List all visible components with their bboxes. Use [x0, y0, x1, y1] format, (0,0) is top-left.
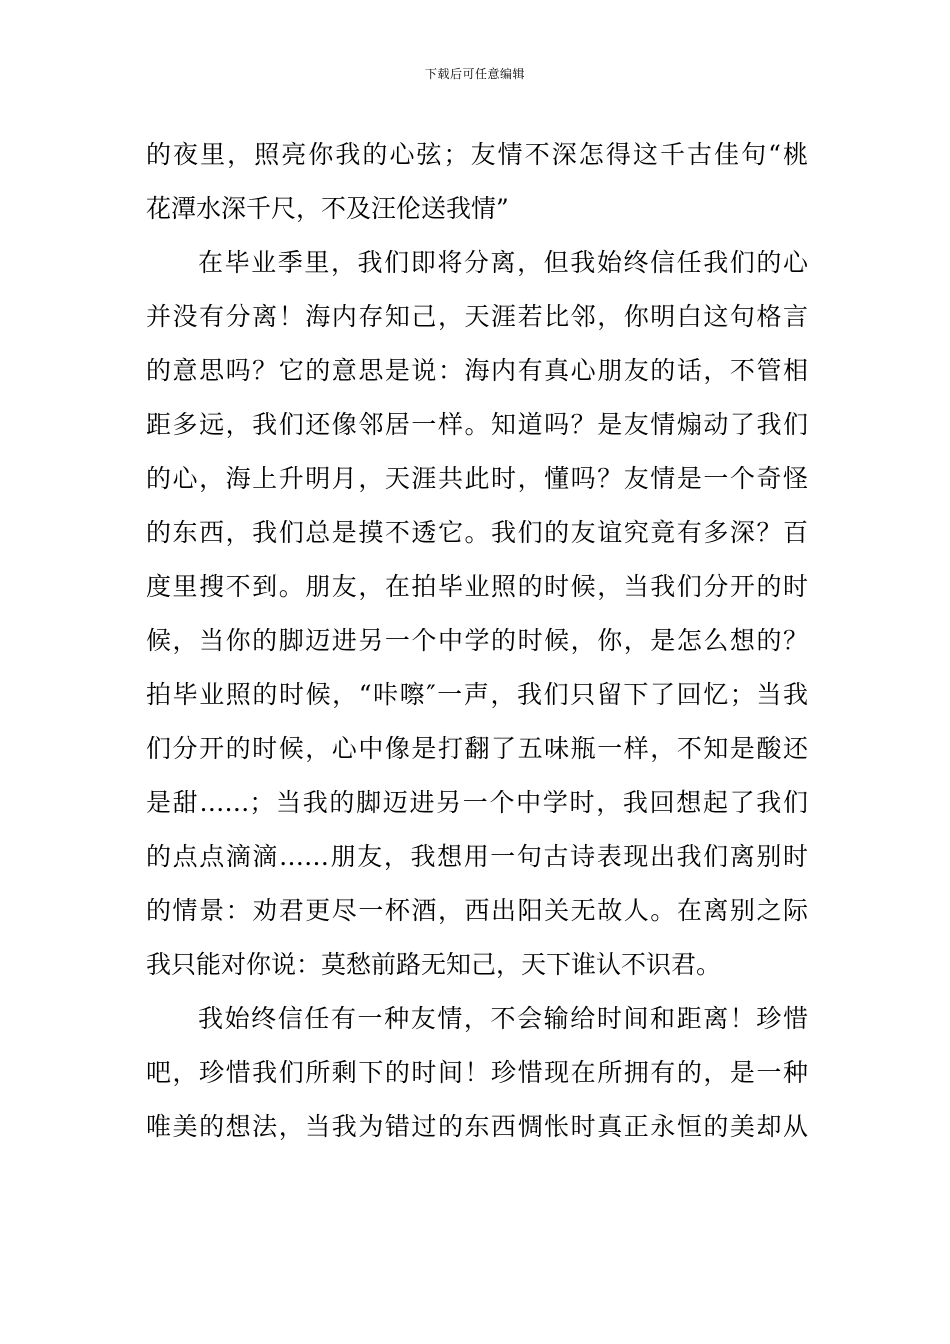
text-line: 的东西，我们总是摸不透它。我们的友谊究竟有多深？百	[146, 518, 808, 547]
document-body	[146, 128, 808, 1154]
text-line: 花潭水深千尺，不及汪伦送我情”	[146, 194, 509, 223]
text-line: 唯美的想法，当我为错过的东西惆怅时真正永恒的美却从	[146, 1112, 808, 1141]
text-line: 我只能对你说：莫愁前路无知己，天下谁认不识君。	[146, 950, 722, 979]
text-line: 们分开的时候，心中像是打翻了五味瓶一样，不知是酸还	[146, 734, 808, 763]
text-line: 并没有分离！海内存知己，天涯若比邻，你明白这句格言	[146, 302, 808, 331]
text-line: 吧，珍惜我们所剩下的时间！珍惜现在所拥有的，是一种	[146, 1058, 808, 1087]
text-line: 我始终信任有一种友情，不会输给时间和距离！珍惜	[198, 1004, 808, 1033]
text-line: 候，当你的脚迈进另一个中学的时候，你，是怎么想的？	[146, 626, 808, 655]
text-line: 的点点滴滴……朋友，我想用一句古诗表现出我们离别时	[146, 842, 808, 871]
page-header: 下载后可任意编辑	[424, 67, 525, 81]
text-line: 的夜里，照亮你我的心弦；友情不深怎得这千古佳句“桃	[146, 140, 808, 169]
text-line: 是甜……；当我的脚迈进另一个中学时，我回想起了我们	[146, 788, 808, 817]
text-line: 度里搜不到。朋友，在拍毕业照的时候，当我们分开的时	[146, 572, 808, 601]
text-line: 的意思吗？它的意思是说：海内有真心朋友的话，不管相	[146, 356, 808, 385]
text-line: 的心，海上升明月，天涯共此时，懂吗？友情是一个奇怪	[146, 464, 808, 493]
text-line: 在毕业季里，我们即将分离，但我始终信任我们的心	[198, 248, 808, 277]
text-line: 的情景：劝君更尽一杯酒，西出阳关无故人。在离别之际	[146, 896, 808, 925]
text-line: 拍毕业照的时候，“咔嚓″一声，我们只留下了回忆；当我	[146, 680, 808, 709]
text-line: 距多远，我们还像邻居一样。知道吗？是友情煽动了我们	[146, 410, 808, 439]
